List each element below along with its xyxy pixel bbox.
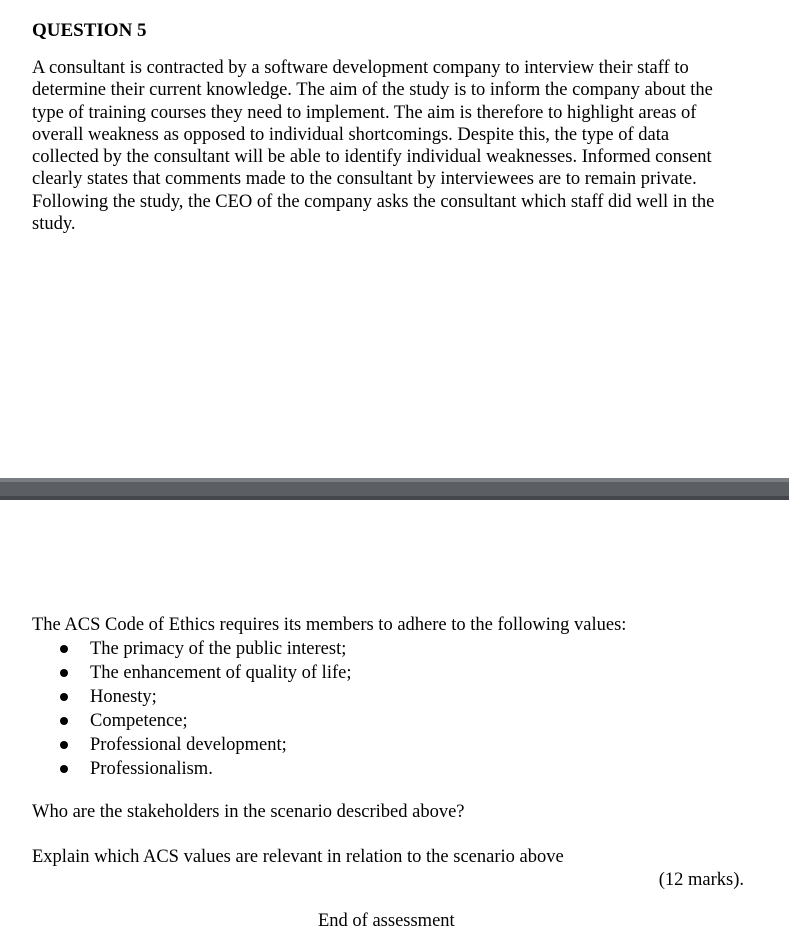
value-label: The enhancement of quality of life; <box>90 663 352 683</box>
list-item <box>58 734 351 758</box>
scenario-line: determine their current knowledge. The aim of the study is to inform the company about the <box>32 80 713 101</box>
list-item <box>58 686 351 710</box>
list-item <box>58 710 351 734</box>
value-label: Professionalism. <box>90 759 213 779</box>
bullet-icon <box>60 765 68 773</box>
value-label: Honesty; <box>90 687 157 707</box>
bullet-icon <box>60 669 68 677</box>
scenario-line: A consultant is contracted by a software development company to interview their staff to <box>32 58 689 78</box>
end-of-assessment: End of assessment <box>318 911 455 931</box>
bullet-icon <box>60 693 68 701</box>
question-title: QUESTION 5 <box>32 20 147 41</box>
scenario-line: overall weakness as opposed to individual shortcomings. Despite this, the type of data <box>32 124 670 145</box>
scenario-line: collected by the consultant will be able to identify individual weaknesses. Informed consent <box>32 147 712 168</box>
values-question: Explain which ACS values are relevant in relation to the scenario above <box>32 847 564 867</box>
ethics-values-list <box>58 638 351 782</box>
marks-label: (12 marks). <box>658 870 744 890</box>
list-item <box>58 758 351 782</box>
scenario-paragraph <box>32 57 762 235</box>
value-label: The primacy of the public interest; <box>90 639 347 659</box>
list-item <box>58 662 351 686</box>
scenario-line: Following the study, the CEO of the company asks the consultant which staff did well in the <box>32 191 715 212</box>
bullet-icon <box>60 645 68 653</box>
list-item <box>58 638 351 662</box>
value-label: Professional development; <box>90 735 287 755</box>
value-label: Competence; <box>90 711 188 731</box>
stakeholders-question: Who are the stakeholders in the scenario described above? <box>32 802 465 822</box>
scenario-line: type of training courses they need to implement. The aim is therefore to highlight areas of <box>32 102 697 123</box>
ethics-intro: The ACS Code of Ethics requires its members to adhere to the following values: <box>32 615 627 635</box>
page-separator-highlight <box>0 478 789 482</box>
bullet-icon <box>60 717 68 725</box>
scenario-line: study. <box>32 214 76 235</box>
scenario-line: clearly states that comments made to the consultant by interviewees are to remain private. <box>32 169 697 190</box>
bullet-icon <box>60 741 68 749</box>
